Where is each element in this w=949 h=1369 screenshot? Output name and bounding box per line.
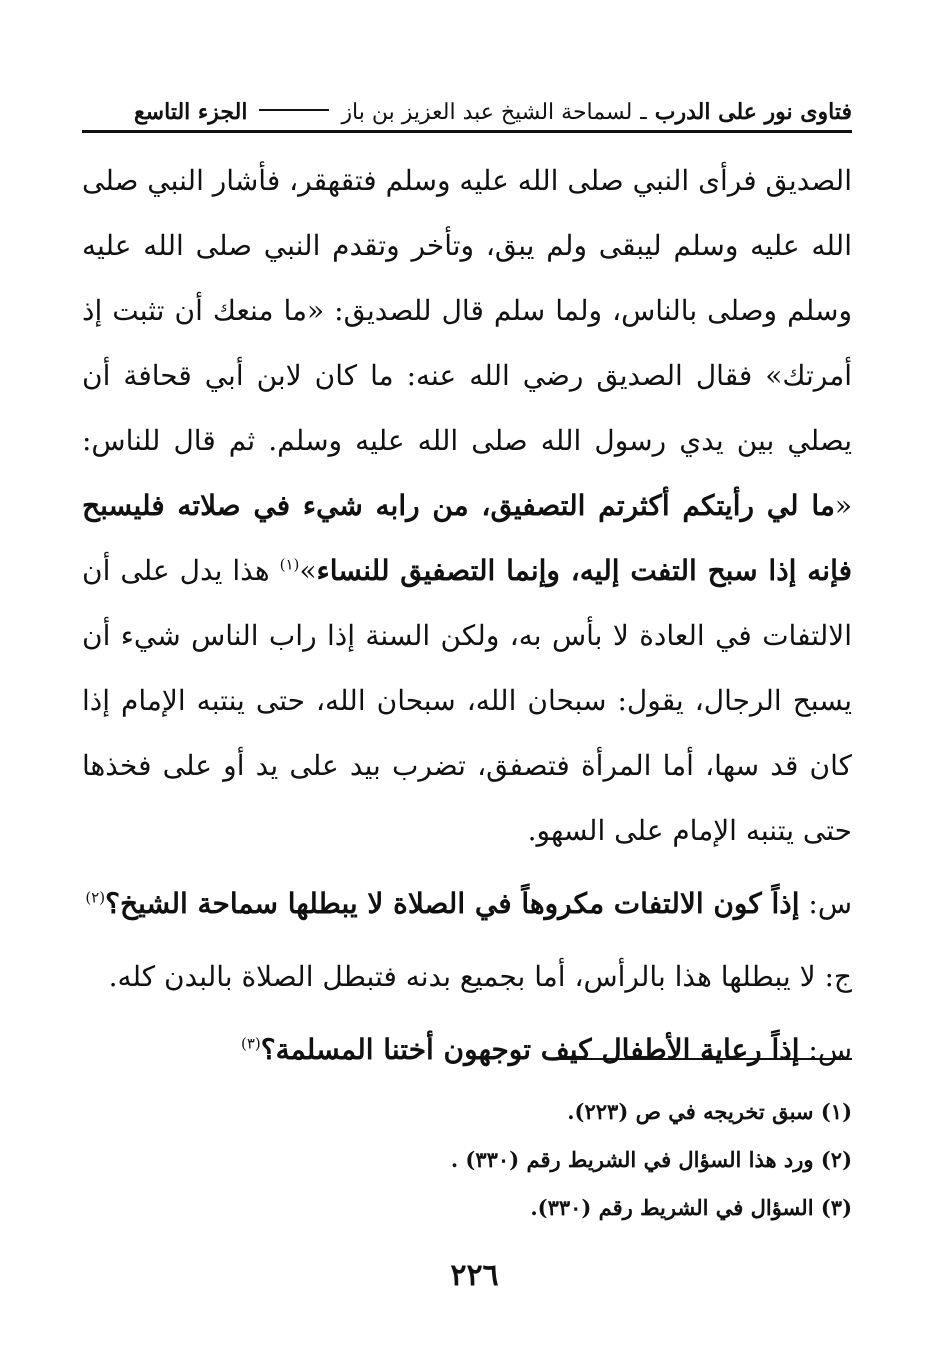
footnote-ref-2: (٢) [85,888,106,907]
page-number: ٢٢٦ [450,1258,499,1293]
answer-text: لا يبطلها هذا بالرأس، أما بجميع بدنه فتبطل الصلاة بالبدن كله. [108,960,816,993]
question-text: إذاً رعاية الأطفال كيف توجهون أختنا المسلمة؟ [260,1033,800,1066]
answer-1 [82,944,852,1009]
paragraph-text: هذا يدل على أن الالتفات في العادة لا بأس به، ولكن السنة إذا راب الناس شيء أن يسبح الرجال، يقول: سبحان الله، سبحان الله، حتى ينتبه الإمام إذا كان قد سها، أما المرأة فتصفق، تضرب بيد على يد أو على فخذها حتى يتنبه الإمام على السهو. [82,554,853,847]
paragraph-text: الصديق فرأى النبي صلى الله عليه وسلم فتقهقر، فأشار النبي صلى الله عليه وسلم ليبقى ولم يبق، وتأخر وتقدم النبي صلى الله عليه وسلم وصلى بالناس، ولما سلم قال للصديق: «ما منعك أن تثبت إذ أمرتك» فقال الصديق رضي الله عنه: ما كان لابن أبي قحافة أن يصلي بين يدي رسول الله صلى الله عليه وسلم. ثم قال للناس: « [82,164,852,522]
header-rule [82,130,852,133]
qa-prefix: س: [799,1033,852,1066]
question-text: إذاً كون الالتفات مكروهاً في الصلاة لا يبطلها سماحة الشيخ؟ [105,887,800,920]
book-title: فتاوى نور على الدرب [654,99,852,125]
question-1 [82,871,852,936]
question-2 [82,1017,852,1082]
footnote-3: (٣) السؤال في الشريط رقم (٣٣٠). [530,1195,852,1220]
footnote-ref-3: (٣) [240,1034,261,1053]
author-name: لسماحة الشيخ عبد العزيز بن باز [341,99,633,125]
volume-label: الجزء التاسع [133,99,248,125]
header-separator: ـ [640,99,647,125]
footnote-ref-1: (١) [279,555,300,574]
footnote-2: (٢) ورد هذا السؤال في الشريط رقم (٣٣٠) . [450,1147,852,1172]
paragraph-1 [82,148,852,863]
main-text [82,148,852,1082]
footnote-rule [552,1058,852,1060]
hadith-text: ما لي رأيتكم أكثرتم التصفيق، من رابه شيء في صلاته فليسبح فإنه إذا سبح التفت إليه، وإنما التصفيق للنساء [82,489,852,587]
header-dash [259,109,329,111]
quote-close: » [299,554,317,587]
qa-prefix: س: [799,887,852,920]
footnote-1: (١) سبق تخريجه في ص (٢٢٣). [567,1099,852,1124]
footnotes [82,1088,852,1232]
qa-prefix: ج: [815,960,852,993]
running-header [82,92,852,132]
